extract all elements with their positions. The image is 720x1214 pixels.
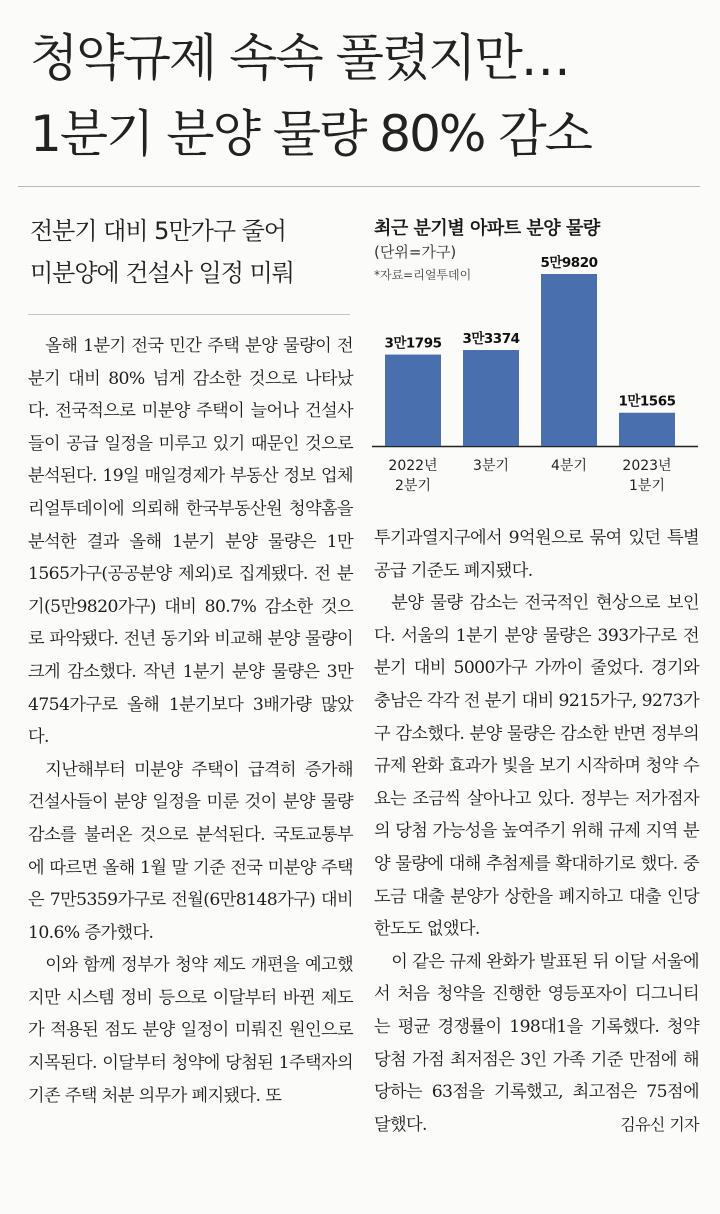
chart-category-label: 2023년 xyxy=(622,458,672,474)
byline: 김유신 기자 xyxy=(620,1114,699,1134)
chart-data-label: 3만3374 xyxy=(462,331,520,348)
article-column-left xyxy=(28,330,353,1112)
chart-bar xyxy=(463,350,519,446)
chart-category-label: 4분기 xyxy=(551,458,587,474)
article-paragraph: 이와 함께 정부가 청약 제도 개편을 예고했지만 시스템 정비 등으로 이달부터 바뀐 제도가 적용된 점도 분양 일정이 미뤄진 원인으로 지목된다. 이달부터 청약에 당첨된 1주택자의 기존 주택 처분 의무가 폐지됐다. 또 xyxy=(28,955,353,1106)
chart-source: *자료=리얼투데이 xyxy=(374,268,472,282)
headline-line-1: 청약규제 속속 풀렸지만… xyxy=(30,29,569,87)
article-column-right xyxy=(374,522,699,1141)
article-paragraph-continued: 투기과열지구에서 9억원으로 묶여 있던 특별공급 기준도 폐지됐다. xyxy=(374,528,699,581)
subheadline-divider xyxy=(28,314,350,315)
chart-bar xyxy=(385,355,441,446)
headline-line-2: 1분기 분양 물량 80% 감소 xyxy=(30,105,591,163)
headline-divider xyxy=(18,186,700,187)
chart-title: 최근 분기별 아파트 분양 물량 xyxy=(374,218,600,239)
chart-category-label: 3분기 xyxy=(473,458,509,474)
subheadline-line-2: 미분양에 건설사 일정 미뤄 xyxy=(30,259,294,287)
headline xyxy=(30,20,700,172)
chart-unit: (단위=가구) xyxy=(374,243,457,261)
chart-category-label: 2분기 xyxy=(395,478,431,494)
bar-chart xyxy=(368,214,700,504)
chart-data-label: 3만1795 xyxy=(384,335,442,352)
chart-bar xyxy=(541,274,597,446)
subheadline xyxy=(30,210,360,294)
article-paragraph: 지난해부터 미분양 주택이 급격히 증가해 건설사들이 분양 일정을 미룬 것이 분양 물량 감소를 불러온 것으로 분석된다. 국토교통부에 따르면 올해 1월 말 기준 전국 미분양 주택은 7만5359가구로 전월(6만8148가구) 대비 10.6% 증가했다. xyxy=(28,759,353,943)
chart-category-label: 1분기 xyxy=(629,478,665,494)
chart-data-label: 1만1565 xyxy=(618,393,676,410)
chart-bar xyxy=(619,413,675,446)
article-paragraph: 올해 1분기 전국 민간 주택 분양 물량이 전 분기 대비 80% 넘게 감소한 것으로 나타났다. 전국적으로 미분양 주택이 늘어나 건설사들이 공급 일정을 미루고 있기 때문인 것으로 분석된다. 19일 매일경제가 부동산 정보 업체 리얼투데이에 의뢰해 한국부동산원 청약홈을 분석한 결과 올해 1분기 분양 물량은 1만1565가구(공공분양 제외)로 집계됐다. 전 분기(5만9820가구) 대비 80.7% 감소한 것으로 파악됐다. 전년 동기와 비교해 분양 물량이 크게 감소했다. 작년 1분기 분양 물량은 3만4754가구로 올해 1분기보다 3배가량 많았다. xyxy=(28,336,353,748)
article-paragraph-text: 이 같은 규제 완화가 발표된 뒤 이달 서울에서 처음 청약을 진행한 영등포자이 디그니티는 평균 경쟁률이 198대1을 기록했다. 청약 당첨 가점 최저점은 3인 가족 기준 만점에 해당하는 63점을 기록했고, 최고점은 75점에 달했다. xyxy=(374,951,699,1135)
chart-plot xyxy=(368,214,700,504)
article-paragraph: 분양 물량 감소는 전국적인 현상으로 보인다. 서울의 1분기 분양 물량은 393가구로 전 분기 대비 5000가구 가까이 줄었다. 경기와 충남은 각각 전 분기 대비 9215가구, 9273가구 감소했다. 분양 물량은 감소한 반면 정부의 규제 완화 효과가 빛을 보기 시작하며 청약 수요는 조금씩 살아나고 있다. 정부는 저가점자의 당첨 가능성을 높여주기 위해 규제 지역 분양 물량에 대해 추첨제를 확대하기로 했다. 중도금 대출 분양가 상한을 폐지하고 대출 인당 한도도 없앴다. xyxy=(374,593,699,940)
chart-data-label: 5만9820 xyxy=(540,255,598,271)
subheadline-line-1: 전분기 대비 5만가구 줄어 xyxy=(30,217,286,245)
chart-category-label: 2022년 xyxy=(388,458,438,474)
article-paragraph xyxy=(374,946,699,1142)
